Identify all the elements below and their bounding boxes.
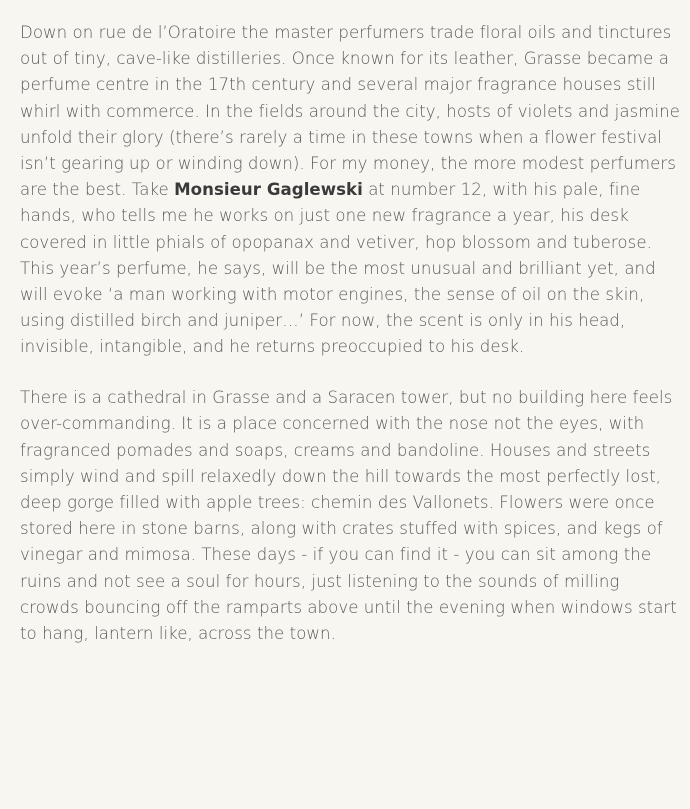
paragraph-text: Down on rue de l’Oratoire the master perfumers trade floral oils and tinctures out of tiny, cave-like distilleries. Once known for its leather, Grasse became a perfume centre in the 17th century and several major fragrance houses still whirl with commerce. In the fields around the city, hosts of violets and jasmine unfold their glory (there’s rarely a time in these towns when a flower festival isn’t gearing up or winding down). For my money, the more modest perfumers are the best. Take: [20, 23, 680, 200]
article-body: [20, 20, 680, 647]
perfumer-name: Monsieur Gaglewski: [174, 180, 363, 200]
paragraph-cathedral: There is a cathedral in Grasse and a Saracen tower, but no building here feels over-commanding. It is a place concerned with the nose not the eyes, with fragranced pomades and soaps, creams and bandoline. Houses and streets simply wind and spill relaxedly down the hill towards the most perfectly lost, deep gorge filled with apple trees: chemin des Vallonets. Flowers were once stored here in stone barns, along with crates stuffed with spices, and kegs of vinegar and mimosa. These days - if you can find it - you can sit among the ruins and not see a soul for hours, just listening to the sounds of milling crowds bouncing off the ramparts above until the evening when windows start to hang, lantern like, across the town.: [20, 388, 677, 643]
paragraph-text: at number 12, with his pale, fine hands, who tells me he works on just one new fragrance a year, his desk covered in little phials of opopanax and vetiver, hop blossom and tuberose. This year’s perfume, he says, will be the most unusual and brilliant yet, and will evoke ‘a man working with motor engines, the sense of oil on the skin, using distilled birch and juniper…’ For now, the scent is only in his head, invisible, intangible, and he returns preoccupied to his desk.: [20, 180, 656, 357]
paragraph-oratoire: [20, 20, 680, 361]
